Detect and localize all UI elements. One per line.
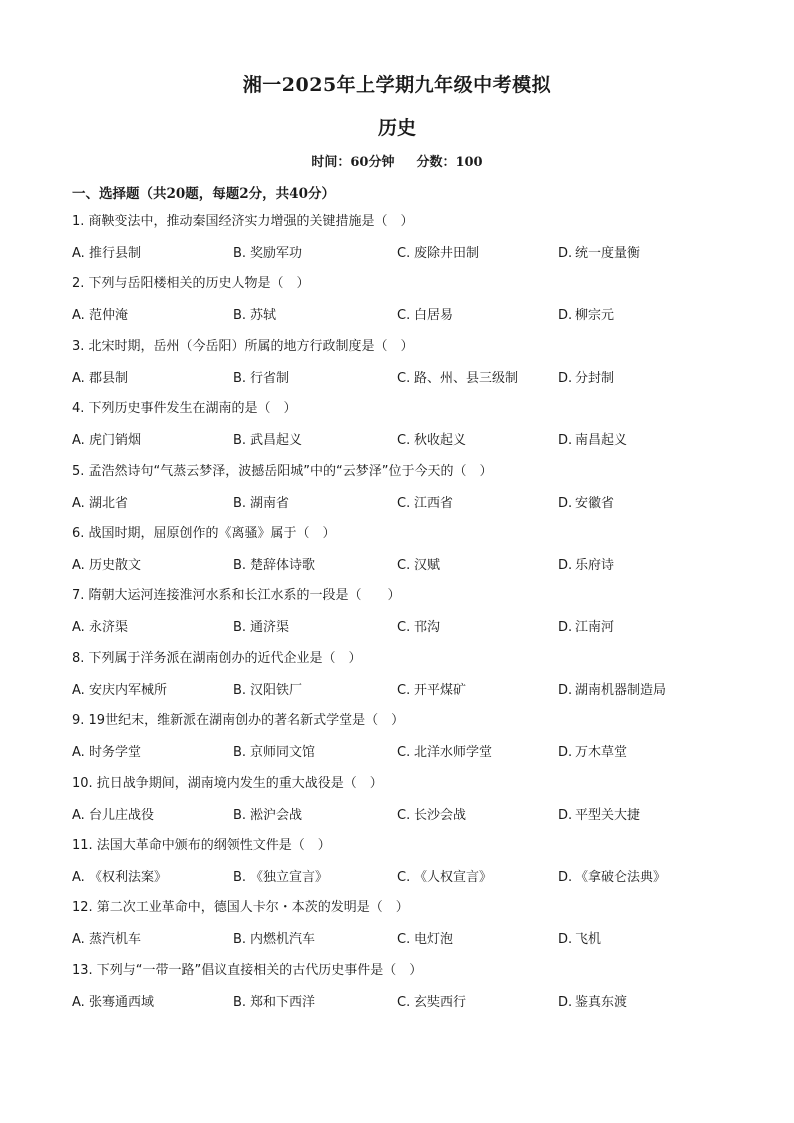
option-letter: A.	[72, 370, 85, 386]
option-text: 推行县制	[89, 246, 142, 261]
option-b	[233, 367, 289, 386]
option-a	[72, 991, 154, 1010]
option-c	[397, 679, 466, 698]
option-letter: D.	[558, 745, 573, 761]
option-b	[233, 304, 276, 323]
option-text: 淞沪会战	[250, 807, 303, 823]
option-text: 江西省	[414, 495, 454, 511]
option-b	[233, 741, 315, 760]
option-text: 通济渠	[250, 620, 290, 636]
option-letter: C.	[397, 246, 411, 261]
question-item	[72, 206, 732, 268]
option-text: 行省制	[250, 370, 290, 386]
question-item	[72, 580, 732, 642]
option-letter: A.	[72, 557, 85, 573]
option-text: 玄奘西行	[414, 994, 467, 1010]
option-letter: C.	[397, 370, 411, 386]
question-stem: 5. 孟浩然诗句“气蒸云梦泽，波撼岳阳城”中的“云梦泽”位于今天的（ ）	[72, 463, 493, 479]
option-letter: B.	[233, 745, 247, 761]
option-letter: B.	[233, 370, 247, 386]
question-stem: 6. 战国时期，屈原创作的《离骚》属于（ ）	[72, 525, 336, 541]
question-stem: 1. 商鞅变法中，推动秦国经济实力增强的关键措施是（ ）	[72, 214, 414, 229]
option-text: 平型关大捷	[575, 807, 641, 823]
option-letter: D.	[558, 932, 573, 948]
exam-meta	[0, 151, 794, 170]
option-letter: A.	[72, 433, 85, 449]
option-b	[233, 866, 328, 885]
option-c	[397, 554, 440, 573]
option-c	[397, 741, 492, 760]
option-text: 湖南机器制造局	[575, 682, 667, 698]
option-letter: C.	[397, 807, 411, 823]
option-text: 蒸汽机车	[89, 932, 142, 948]
option-row	[72, 804, 732, 824]
option-letter: B.	[233, 246, 247, 261]
option-text: 路、州、县三级制	[414, 370, 519, 386]
option-letter: A.	[72, 308, 85, 324]
question-item	[72, 643, 732, 705]
option-letter: D.	[558, 682, 573, 698]
option-text: 邗沟	[414, 620, 441, 636]
option-text: 安徽省	[575, 495, 615, 511]
option-row	[72, 679, 732, 699]
option-text: 张骞通西域	[89, 994, 155, 1010]
option-b	[233, 804, 302, 823]
option-b	[233, 492, 289, 511]
option-letter: C.	[397, 932, 411, 948]
option-a	[72, 741, 141, 760]
option-text: 郡县制	[89, 370, 129, 386]
option-d	[558, 928, 601, 947]
option-text: 柳宗元	[575, 308, 615, 324]
question-stem: 4. 下列历史事件发生在湖南的是（ ）	[72, 401, 297, 417]
option-c	[397, 804, 466, 823]
option-letter: A.	[72, 807, 85, 823]
option-letter: B.	[233, 869, 247, 885]
option-text: 南昌起义	[575, 433, 628, 449]
option-d	[558, 242, 640, 261]
option-letter: A.	[72, 745, 85, 761]
option-letter: A.	[72, 682, 85, 698]
option-b	[233, 554, 315, 573]
option-text: 台儿庄战役	[89, 807, 155, 823]
option-b	[233, 242, 302, 261]
question-item	[72, 955, 732, 1017]
option-text: 万木草堂	[575, 745, 628, 761]
option-letter: C.	[397, 557, 411, 573]
time-limit: 时间：60分钟	[311, 155, 395, 170]
question-item	[72, 393, 732, 455]
option-c	[397, 492, 453, 511]
option-text: 白居易	[414, 308, 454, 324]
option-row	[72, 554, 732, 574]
option-d	[558, 492, 614, 511]
option-b	[233, 928, 315, 947]
option-text: 秋收起义	[414, 433, 467, 449]
question-stem: 10. 抗日战争期间，湖南境内发生的重大战役是（ ）	[72, 775, 383, 791]
option-letter: A.	[72, 495, 85, 511]
option-c	[397, 991, 466, 1010]
option-d	[558, 804, 640, 823]
option-letter: D.	[558, 433, 573, 449]
option-d	[558, 741, 627, 760]
option-text: 鉴真东渡	[575, 994, 628, 1010]
option-a	[72, 866, 167, 885]
option-text: 苏轼	[250, 308, 277, 324]
option-text: 虎门销烟	[89, 433, 142, 449]
option-a	[72, 242, 141, 261]
option-letter: A.	[72, 932, 85, 948]
option-d	[558, 679, 666, 698]
question-stem: 11. 法国大革命中颁布的纲领性文件是（ ）	[72, 837, 331, 853]
option-letter: C.	[397, 433, 411, 449]
option-letter: A.	[72, 869, 85, 885]
option-row	[72, 866, 732, 886]
option-text: 统一度量衡	[575, 246, 641, 261]
option-text: 北洋水师学堂	[414, 745, 493, 761]
option-text: 长沙会战	[414, 807, 467, 823]
question-item	[72, 268, 732, 330]
option-c	[397, 242, 479, 261]
option-a	[72, 616, 128, 635]
option-letter: D.	[558, 807, 573, 823]
option-text: 永济渠	[89, 620, 129, 636]
option-text: 乐府诗	[575, 557, 615, 573]
option-letter: B.	[233, 807, 247, 823]
option-letter: C.	[397, 745, 411, 761]
option-a	[72, 554, 141, 573]
option-row	[72, 304, 732, 324]
option-letter: D.	[558, 869, 573, 885]
option-a	[72, 367, 128, 386]
exam-title: 湘一2025年上学期九年级中考模拟	[242, 74, 552, 96]
question-stem: 12. 第二次工业革命中，德国人卡尔・本茨的发明是（ ）	[72, 900, 409, 916]
option-a	[72, 928, 141, 947]
option-row	[72, 492, 732, 512]
option-text: 武昌起义	[250, 433, 303, 449]
option-c	[397, 616, 440, 635]
option-text: 湖南省	[250, 495, 290, 511]
option-letter: C.	[397, 994, 411, 1010]
option-b	[233, 616, 289, 635]
option-text: 京师同文馆	[250, 745, 316, 761]
option-text: 《人权宣言》	[414, 869, 493, 885]
option-text: 飞机	[575, 932, 602, 948]
option-letter: B.	[233, 495, 247, 511]
option-letter: D.	[558, 994, 573, 1010]
option-text: 电灯泡	[414, 932, 454, 948]
question-item	[72, 456, 732, 518]
question-item	[72, 331, 732, 393]
option-c	[397, 866, 492, 885]
option-letter: D.	[558, 495, 573, 511]
option-d	[558, 429, 627, 448]
option-text: 《权利法案》	[89, 869, 168, 885]
question-stem: 13. 下列与“一带一路”倡议直接相关的古代历史事件是（ ）	[72, 962, 423, 978]
question-item	[72, 518, 732, 580]
option-row	[72, 367, 732, 387]
option-text: 《独立宣言》	[250, 869, 329, 885]
option-row	[72, 429, 732, 449]
option-letter: C.	[397, 495, 411, 511]
option-text: 楚辞体诗歌	[250, 557, 316, 573]
option-row	[72, 991, 732, 1011]
option-letter: D.	[558, 620, 573, 636]
option-text: 奖励军功	[250, 246, 303, 261]
option-letter: C.	[397, 682, 411, 698]
option-letter: C.	[397, 308, 411, 324]
option-letter: A.	[72, 620, 85, 636]
option-row	[72, 928, 732, 948]
option-c	[397, 367, 518, 386]
option-c	[397, 928, 453, 947]
question-stem: 7. 隋朝大运河连接淮河水系和长江水系的一段是（ ）	[72, 588, 401, 604]
option-letter: B.	[233, 994, 247, 1010]
option-text: 内燃机汽车	[250, 932, 316, 948]
option-letter: D.	[558, 557, 573, 573]
question-stem: 9. 19世纪末，维新派在湖南创办的著名新式学堂是（ ）	[72, 713, 405, 729]
option-a	[72, 304, 128, 323]
option-d	[558, 866, 666, 885]
option-a	[72, 804, 154, 823]
option-letter: D.	[558, 370, 573, 386]
option-a	[72, 492, 128, 511]
question-stem: 3. 北宋时期，岳州（今岳阳）所属的地方行政制度是（ ）	[72, 338, 414, 354]
option-text: 范仲淹	[89, 308, 129, 324]
option-c	[397, 304, 453, 323]
question-item	[72, 892, 732, 954]
option-letter: B.	[233, 620, 247, 636]
option-text: 郑和下西洋	[250, 994, 316, 1010]
question-list	[72, 206, 732, 1017]
option-letter: D.	[558, 308, 573, 324]
option-row	[72, 741, 732, 761]
option-row	[72, 616, 732, 636]
option-a	[72, 429, 141, 448]
option-text: 湖北省	[89, 495, 129, 511]
option-letter: A.	[72, 246, 85, 261]
option-d	[558, 616, 614, 635]
option-letter: B.	[233, 557, 247, 573]
option-text: 分封制	[575, 370, 615, 386]
question-item	[72, 768, 732, 830]
option-letter: C.	[397, 620, 411, 636]
option-text: 汉阳铁厂	[250, 682, 303, 698]
question-item	[72, 830, 732, 892]
option-b	[233, 991, 315, 1010]
option-b	[233, 679, 302, 698]
option-a	[72, 679, 167, 698]
option-text: 《拿破仑法典》	[575, 869, 667, 885]
total-score: 分数：100	[416, 155, 483, 170]
option-d	[558, 554, 614, 573]
option-letter: D.	[558, 246, 573, 261]
option-letter: B.	[233, 932, 247, 948]
option-d	[558, 991, 627, 1010]
option-text: 汉赋	[414, 557, 441, 573]
option-d	[558, 367, 614, 386]
option-text: 安庆内军械所	[89, 682, 168, 698]
question-stem: 2. 下列与岳阳楼相关的历史人物是（ ）	[72, 276, 310, 292]
option-letter: B.	[233, 682, 247, 698]
option-d	[558, 304, 614, 323]
option-letter: B.	[233, 308, 247, 324]
option-text: 历史散文	[89, 557, 142, 573]
option-b	[233, 429, 302, 448]
section-heading: 一、选择题（共20题，每题2分，共40分）	[72, 186, 335, 202]
question-stem: 8. 下列属于洋务派在湖南创办的近代企业是（ ）	[72, 650, 362, 666]
option-c	[397, 429, 466, 448]
subject-title: 历史	[377, 117, 416, 139]
option-text: 废除井田制	[414, 246, 480, 261]
option-text: 时务学堂	[89, 745, 142, 761]
option-row	[72, 242, 732, 262]
option-letter: C.	[397, 869, 411, 885]
question-item	[72, 705, 732, 767]
option-text: 江南河	[575, 620, 615, 636]
option-text: 开平煤矿	[414, 682, 467, 698]
option-letter: A.	[72, 994, 85, 1010]
option-letter: B.	[233, 433, 247, 449]
